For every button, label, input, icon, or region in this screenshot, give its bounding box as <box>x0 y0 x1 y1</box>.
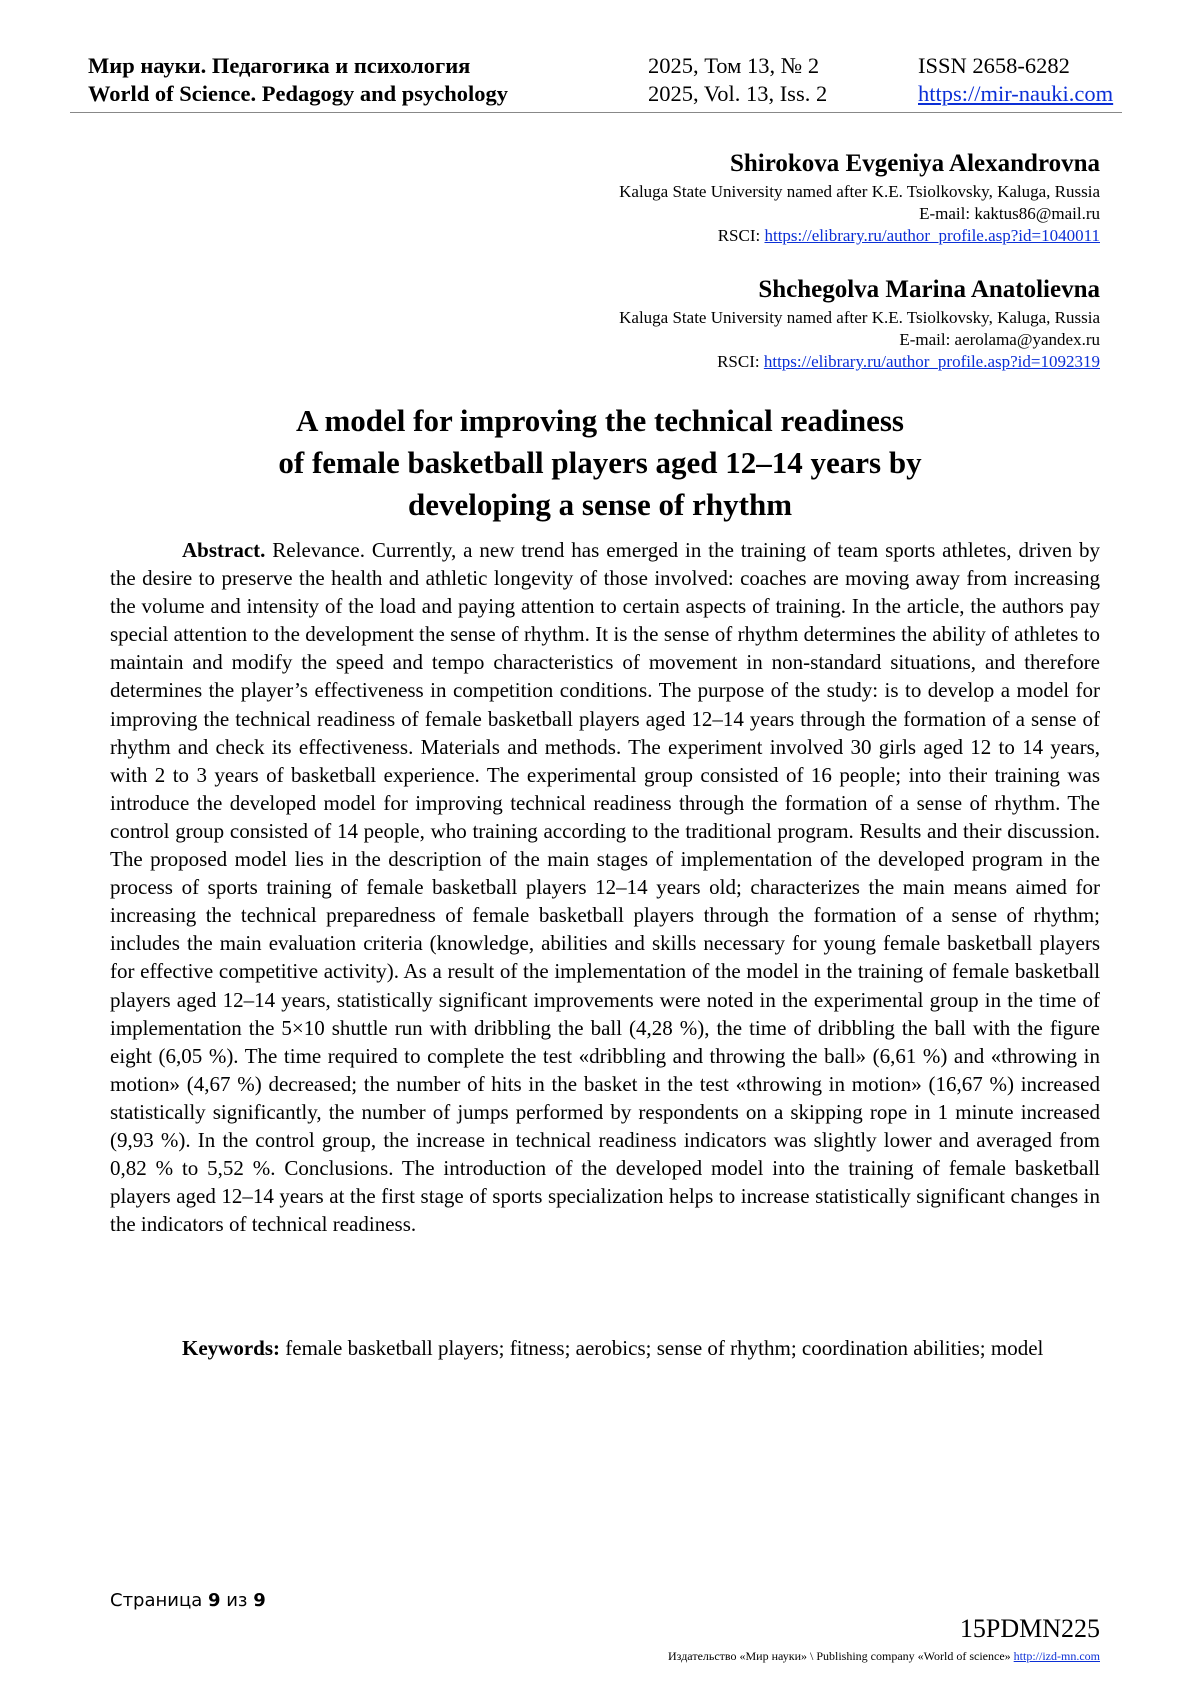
author-block-1 <box>619 147 1100 247</box>
author-name: Shirokova Evgeniya Alexandrovna <box>730 150 1100 177</box>
page-total: 9 <box>253 1590 266 1611</box>
page-current: 9 <box>207 1590 221 1611</box>
rsci-label: RSCI: <box>717 352 764 371</box>
author-email: E-mail: aerolama@yandex.ru <box>899 330 1100 349</box>
author-affiliation: Kaluga State University named after K.E. Tsiolkovsky, Kaluga, Russia <box>619 308 1100 327</box>
journal-name-en: World of Science. Pedagogy and psychology <box>88 81 509 106</box>
keywords-text: female basketball players; fitness; aerobics; sense of rhythm; coordination abilities; model <box>280 1336 1044 1360</box>
issn: ISSN 2658-6282 <box>918 53 1070 78</box>
issue-ru: 2025, Том 13, № 2 <box>648 53 820 78</box>
abstract-label: Abstract. <box>182 538 266 562</box>
page-prefix: Страница <box>110 1590 208 1611</box>
author-affiliation: Kaluga State University named after K.E. Tsiolkovsky, Kaluga, Russia <box>619 182 1100 201</box>
title-line: developing a sense of rhythm <box>407 487 793 522</box>
header-divider <box>70 112 1122 113</box>
publisher-line <box>668 1649 1100 1664</box>
rsci-link[interactable]: https://elibrary.ru/author_profile.asp?id=1092319 <box>763 352 1100 371</box>
author-email: E-mail: kaktus86@mail.ru <box>919 204 1100 223</box>
author-rsci <box>619 351 1100 373</box>
issue-en: 2025, Vol. 13, Iss. 2 <box>648 81 828 106</box>
publisher-text: Издательство «Мир науки» \ Publishing company «World of science» <box>668 1649 1014 1663</box>
abstract-text: Relevance. Currently, a new trend has emerged in the training of team sports athletes, driven by the desire to preserve the health and athletic longevity of those involved: coaches are moving away from increasing the volume and intensity of the load and paying attention to certain aspects of training. In the article, the authors pay special attention to the development the sense of rhythm. It is the sense of rhythm determines the ability of athletes to maintain and modify the speed and tempo characteristics of movement in non-standard situations, and therefore determines the player’s effectiveness in competition conditions. The purpose of the study: is to develop a model for improving the technical readiness of female basketball players aged 12–14 years through the formation of a sense of rhythm and check its effectiveness. Materials and methods. The experiment involved 30 girls aged 12 to 14 years, with 2 to 3 years of basketball experience. The experimental group consisted of 16 people; into their training was introduce the developed model for improving technical readiness through the formation of a sense of rhythm. The control group consisted of 14 people, who training according to the traditional program. Results and their discussion. The proposed model lies in the description of the main stages of implementation of the developed program in the process of sports training of female basketball players 12–14 years old; characterizes the main means aimed for increasing the technical preparedness of female basketball players through the formation of a sense of rhythm; includes the main evaluation criteria (knowledge, abilities and skills necessary for young female basketball players for effective competitive activity). As a result of the implementation of the model in the training of female basketball players aged 12–14 years, statistically significant improvements were noted in the experimental group in the time of implementation the 5×10 shuttle run with dribbling the ball (4,28 %), the time of dribbling the ball with the figure eight (6,05 %). The time required to complete the test «dribbling and throwing the ball» (6,61 %) and «throwing in motion» (4,67 %) decreased; the number of hits in the basket in the test «throwing in motion» (16,67 %) increased statistically significantly, the number of jumps performed by respondents on a skipping rope in 1 minute increased (9,93 %). In the control group, the increase in technical readiness indicators was slightly lower and averaged from 0,82 % to 5,52 %. Conclusions. The introduction of the developed model into the training of female basketball players aged 12–14 years at the first stage of sports specialization helps to increase statistically significant changes in the indicators of technical readiness. <box>110 538 1100 1237</box>
author-block-2 <box>619 273 1100 373</box>
publisher-link[interactable]: http://izd-mn.com <box>1013 1649 1100 1663</box>
article-title <box>100 400 1100 526</box>
journal-name-ru: Мир науки. Педагогика и психология <box>88 53 471 78</box>
rsci-label: RSCI: <box>717 226 765 245</box>
page-counter <box>110 1590 266 1611</box>
rsci-link[interactable]: https://elibrary.ru/author_profile.asp?id=1040011 <box>764 226 1100 245</box>
abstract <box>110 536 1100 1238</box>
page-sep: из <box>220 1590 254 1611</box>
title-line: A model for improving the technical readiness <box>296 403 904 438</box>
keywords-label: Keywords: <box>182 1336 280 1360</box>
author-rsci <box>619 225 1100 247</box>
journal-header <box>88 52 1120 108</box>
author-name: Shchegolva Marina Anatolievna <box>758 276 1100 303</box>
keywords <box>110 1334 1100 1362</box>
article-code: 15PDMN225 <box>959 1614 1100 1643</box>
journal-site-link[interactable]: https://mir-nauki.com <box>918 81 1114 106</box>
title-line: of female basketball players aged 12–14 years by <box>278 445 922 480</box>
